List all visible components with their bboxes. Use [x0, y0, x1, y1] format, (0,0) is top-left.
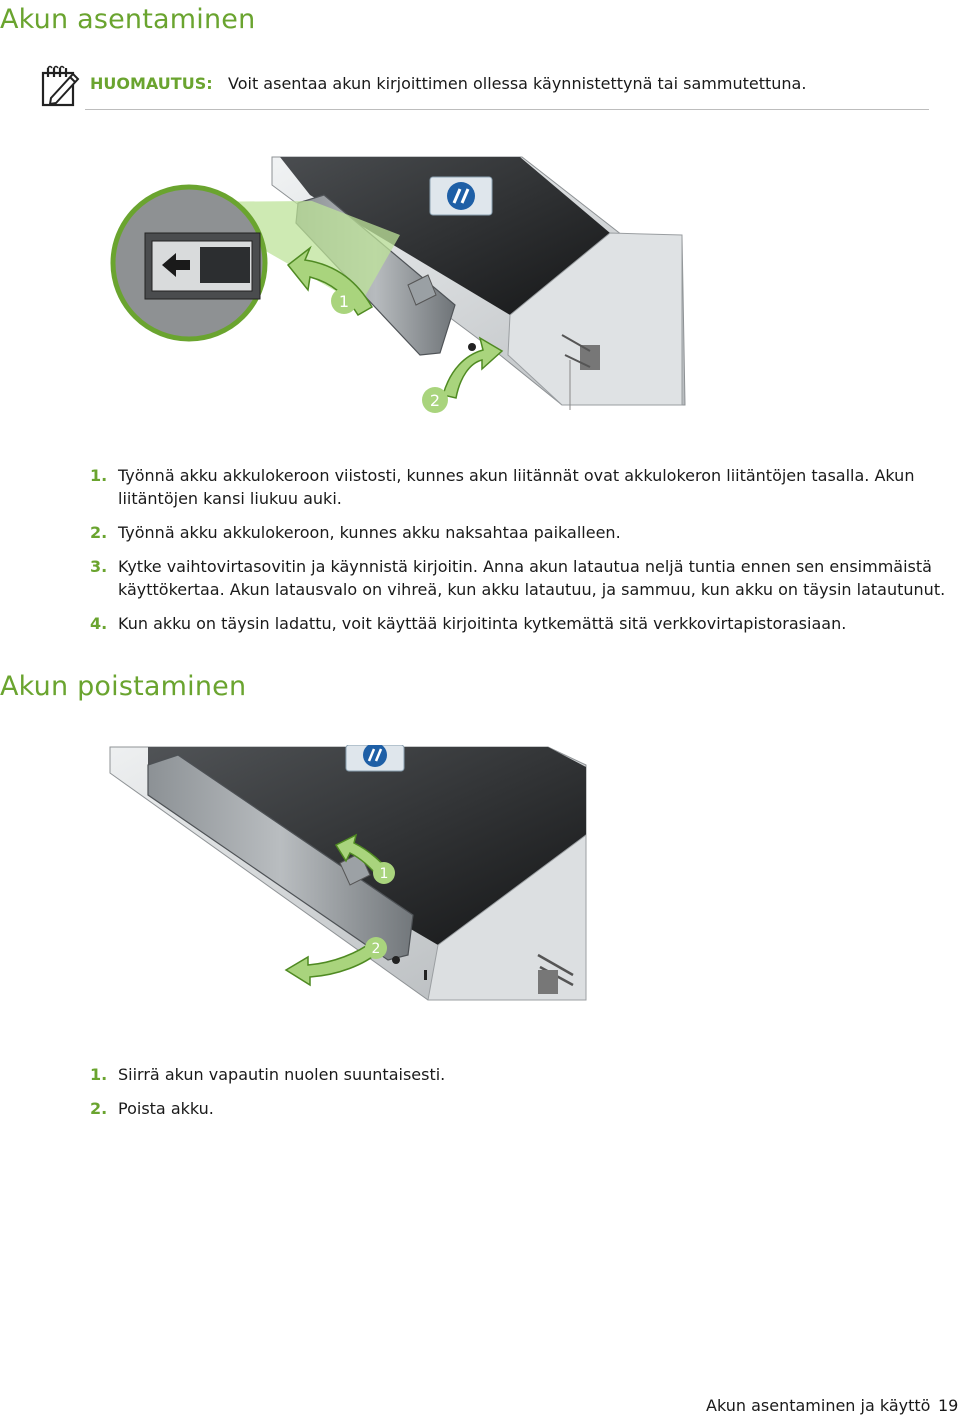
latch-mark	[424, 970, 427, 980]
remove-step-2: 2. Poista akku.	[90, 1099, 214, 1118]
remove-step-1: 1. Siirrä akun vapautin nuolen suuntaisesti.	[90, 1065, 446, 1084]
footer-section-title: Akun asentaminen ja käyttö	[706, 1396, 931, 1415]
install-step-3: 3. Kytke vaihtovirtasovitin ja käynnistä kirjoitin. Anna akun latautua neljä tuntia ennen sen ensimmäistä käyttökertaa. Akun latausvalo on vihreä, kun akku latautuu, ja sammuu, kun akku on täysin latautunut.	[90, 557, 946, 599]
note-pencil-icon	[40, 64, 80, 108]
install-step-1: 1. Työnnä akku akkulokeroon viistosti, kunnes akun liitännät ovat akkulokeron liitäntöjen tasalla. Akun liitäntöjen kansi liukuu auki.	[90, 466, 915, 508]
svg-text:2: 2	[429, 391, 441, 410]
callout-2-badge	[422, 387, 448, 413]
install-step-2: 2. Työnnä akku akkulokeroon, kunnes akku naksahtaa paikalleen.	[90, 523, 621, 542]
callout-2-badge	[365, 937, 387, 959]
figure-install-battery	[110, 155, 695, 415]
footer-page-number: 19	[938, 1396, 959, 1415]
svg-text:1: 1	[338, 292, 350, 311]
svg-text:2: 2	[371, 941, 381, 957]
install-step-4: 4. Kun akku on täysin ladattu, voit käyttää kirjoitinta kytkemättä sitä verkkovirtapistorasiaan.	[90, 614, 847, 633]
note-divider	[85, 109, 929, 110]
hp-logo-icon	[346, 745, 404, 771]
hp-logo-icon	[430, 177, 492, 215]
svg-text:1: 1	[379, 866, 389, 882]
note-box	[40, 64, 900, 110]
callout-1-badge	[331, 288, 357, 314]
connector-dot	[392, 956, 400, 964]
figure-remove-battery	[108, 745, 598, 1007]
note-label: HUOMAUTUS:	[90, 74, 213, 93]
install-steps-list	[85, 464, 955, 646]
callout-1-badge	[373, 862, 395, 884]
connector-dot	[468, 343, 476, 351]
remove-steps-list	[85, 1063, 955, 1131]
section-title-install: Akun asentaminen	[0, 4, 256, 35]
note-text: Voit asentaa akun kirjoittimen ollessa käynnistettynä tai sammutettuna.	[228, 74, 807, 93]
section-title-remove: Akun poistaminen	[0, 671, 247, 702]
